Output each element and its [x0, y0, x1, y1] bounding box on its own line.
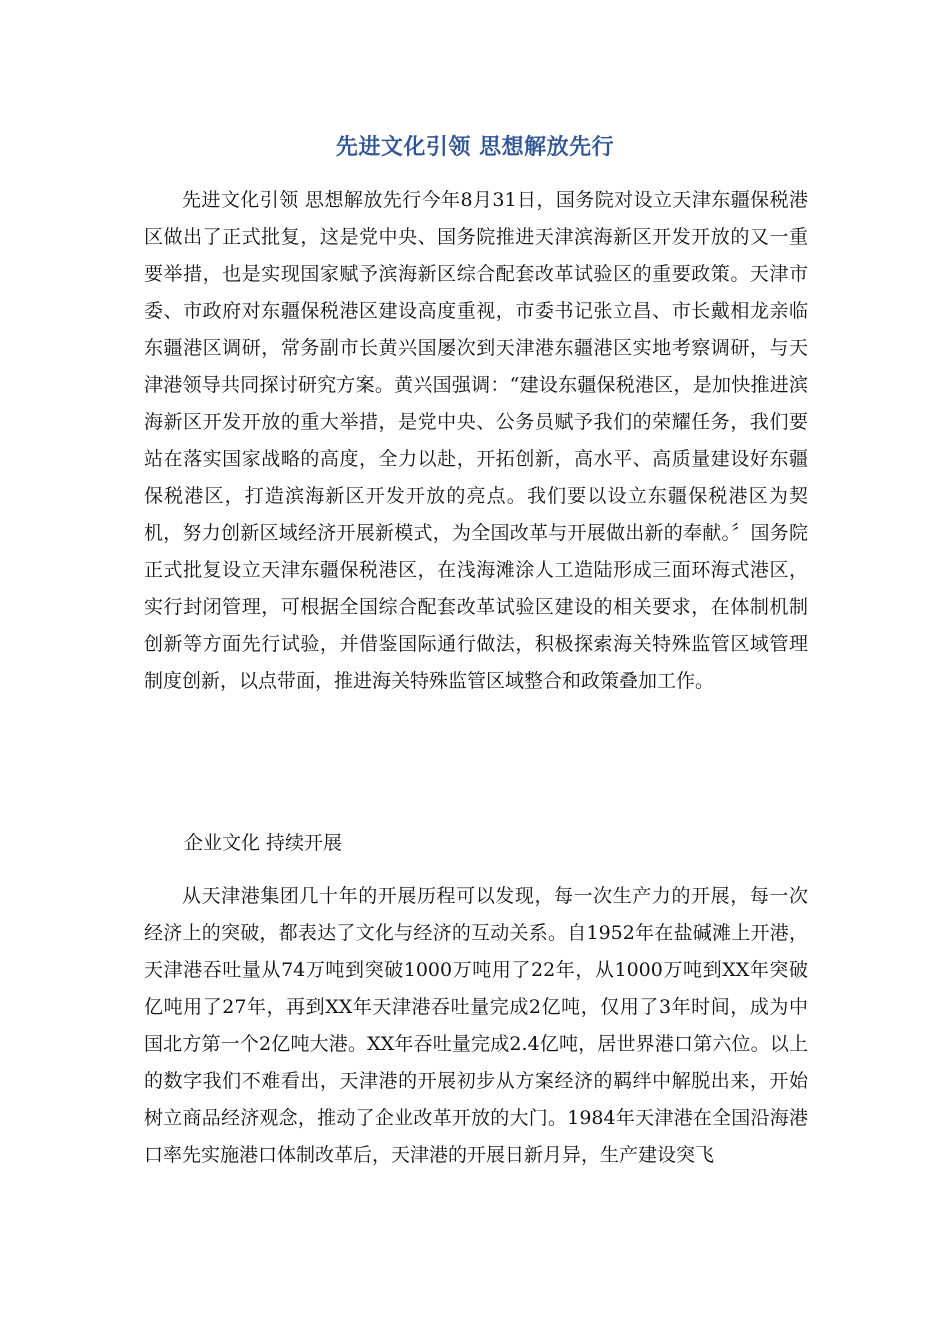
section-subheading: 企业文化 持续开展: [184, 832, 343, 854]
body-paragraph-2: 从天津港集团几十年的开展历程可以发现，每一次生产力的开展，每一次经济上的突破，都表达了文化与经济的互动关系。自1952年在盐碱滩上开港，天津港吞吐量从74万吨到突破1000万吨用了22年，从1000万吨到XX年突破亿吨用了27年，再到XX年天津港吞吐量完成2亿吨，仅用了3年时间，成为中国北方第一个2亿吨大港。XX年吞吐量完成2.4亿吨，居世界港口第六位。以上的数字我们不难看出，天津港的开展初步从方案经济的羁绊中解脱出来，开始树立商品经济观念，推动了企业改革开放的大门。1984年天津港在全国沿海港口率先实施港口体制改革后，天津港的开展日新月异，生产建设突飞: [144, 885, 808, 1166]
body-paragraph-1: 先进文化引领 思想解放先行今年8月31日，国务院对设立天津东疆保税港区做出了正式批复，这是党中央、国务院推进天津滨海新区开发开放的又一重要举措，也是实现国家赋予滨海新区综合配套改革试验区的重要政策。天津市委、市政府对东疆保税港区建设高度重视，市委书记张立昌、市长戴相龙亲临东疆港区调研，常务副市长黄兴国屡次到天津港东疆港区实地考察调研，与天津港领导共同探讨研究方案。黄兴国强调：“建设东疆保税港区，是加快推进滨海新区开发开放的重大举措，是党中央、公务员赋予我们的荣耀任务，我们要站在落实国家战略的高度，全力以赴，开拓创新，高水平、高质量建设好东疆保税港区，打造滨海新区开发开放的亮点。我们要以设立东疆保税港区为契机，努力创新区域经济开展新模式，为全国改革与开展做出新的奉献。〞国务院正式批复设立天津东疆保税港区，在浅海滩涂人工造陆形成三面环海式港区，实行封闭管理，可根据全国综合配套改革试验区建设的相关要求，在体制机制创新等方面先行试验，并借鉴国际通行做法，积极探索海关特殊监管区域管理制度创新，以点带面，推进海关特殊监管区域整合和政策叠加工作。: [144, 189, 808, 692]
document-title: 先进文化引领 思想解放先行: [335, 135, 615, 160]
